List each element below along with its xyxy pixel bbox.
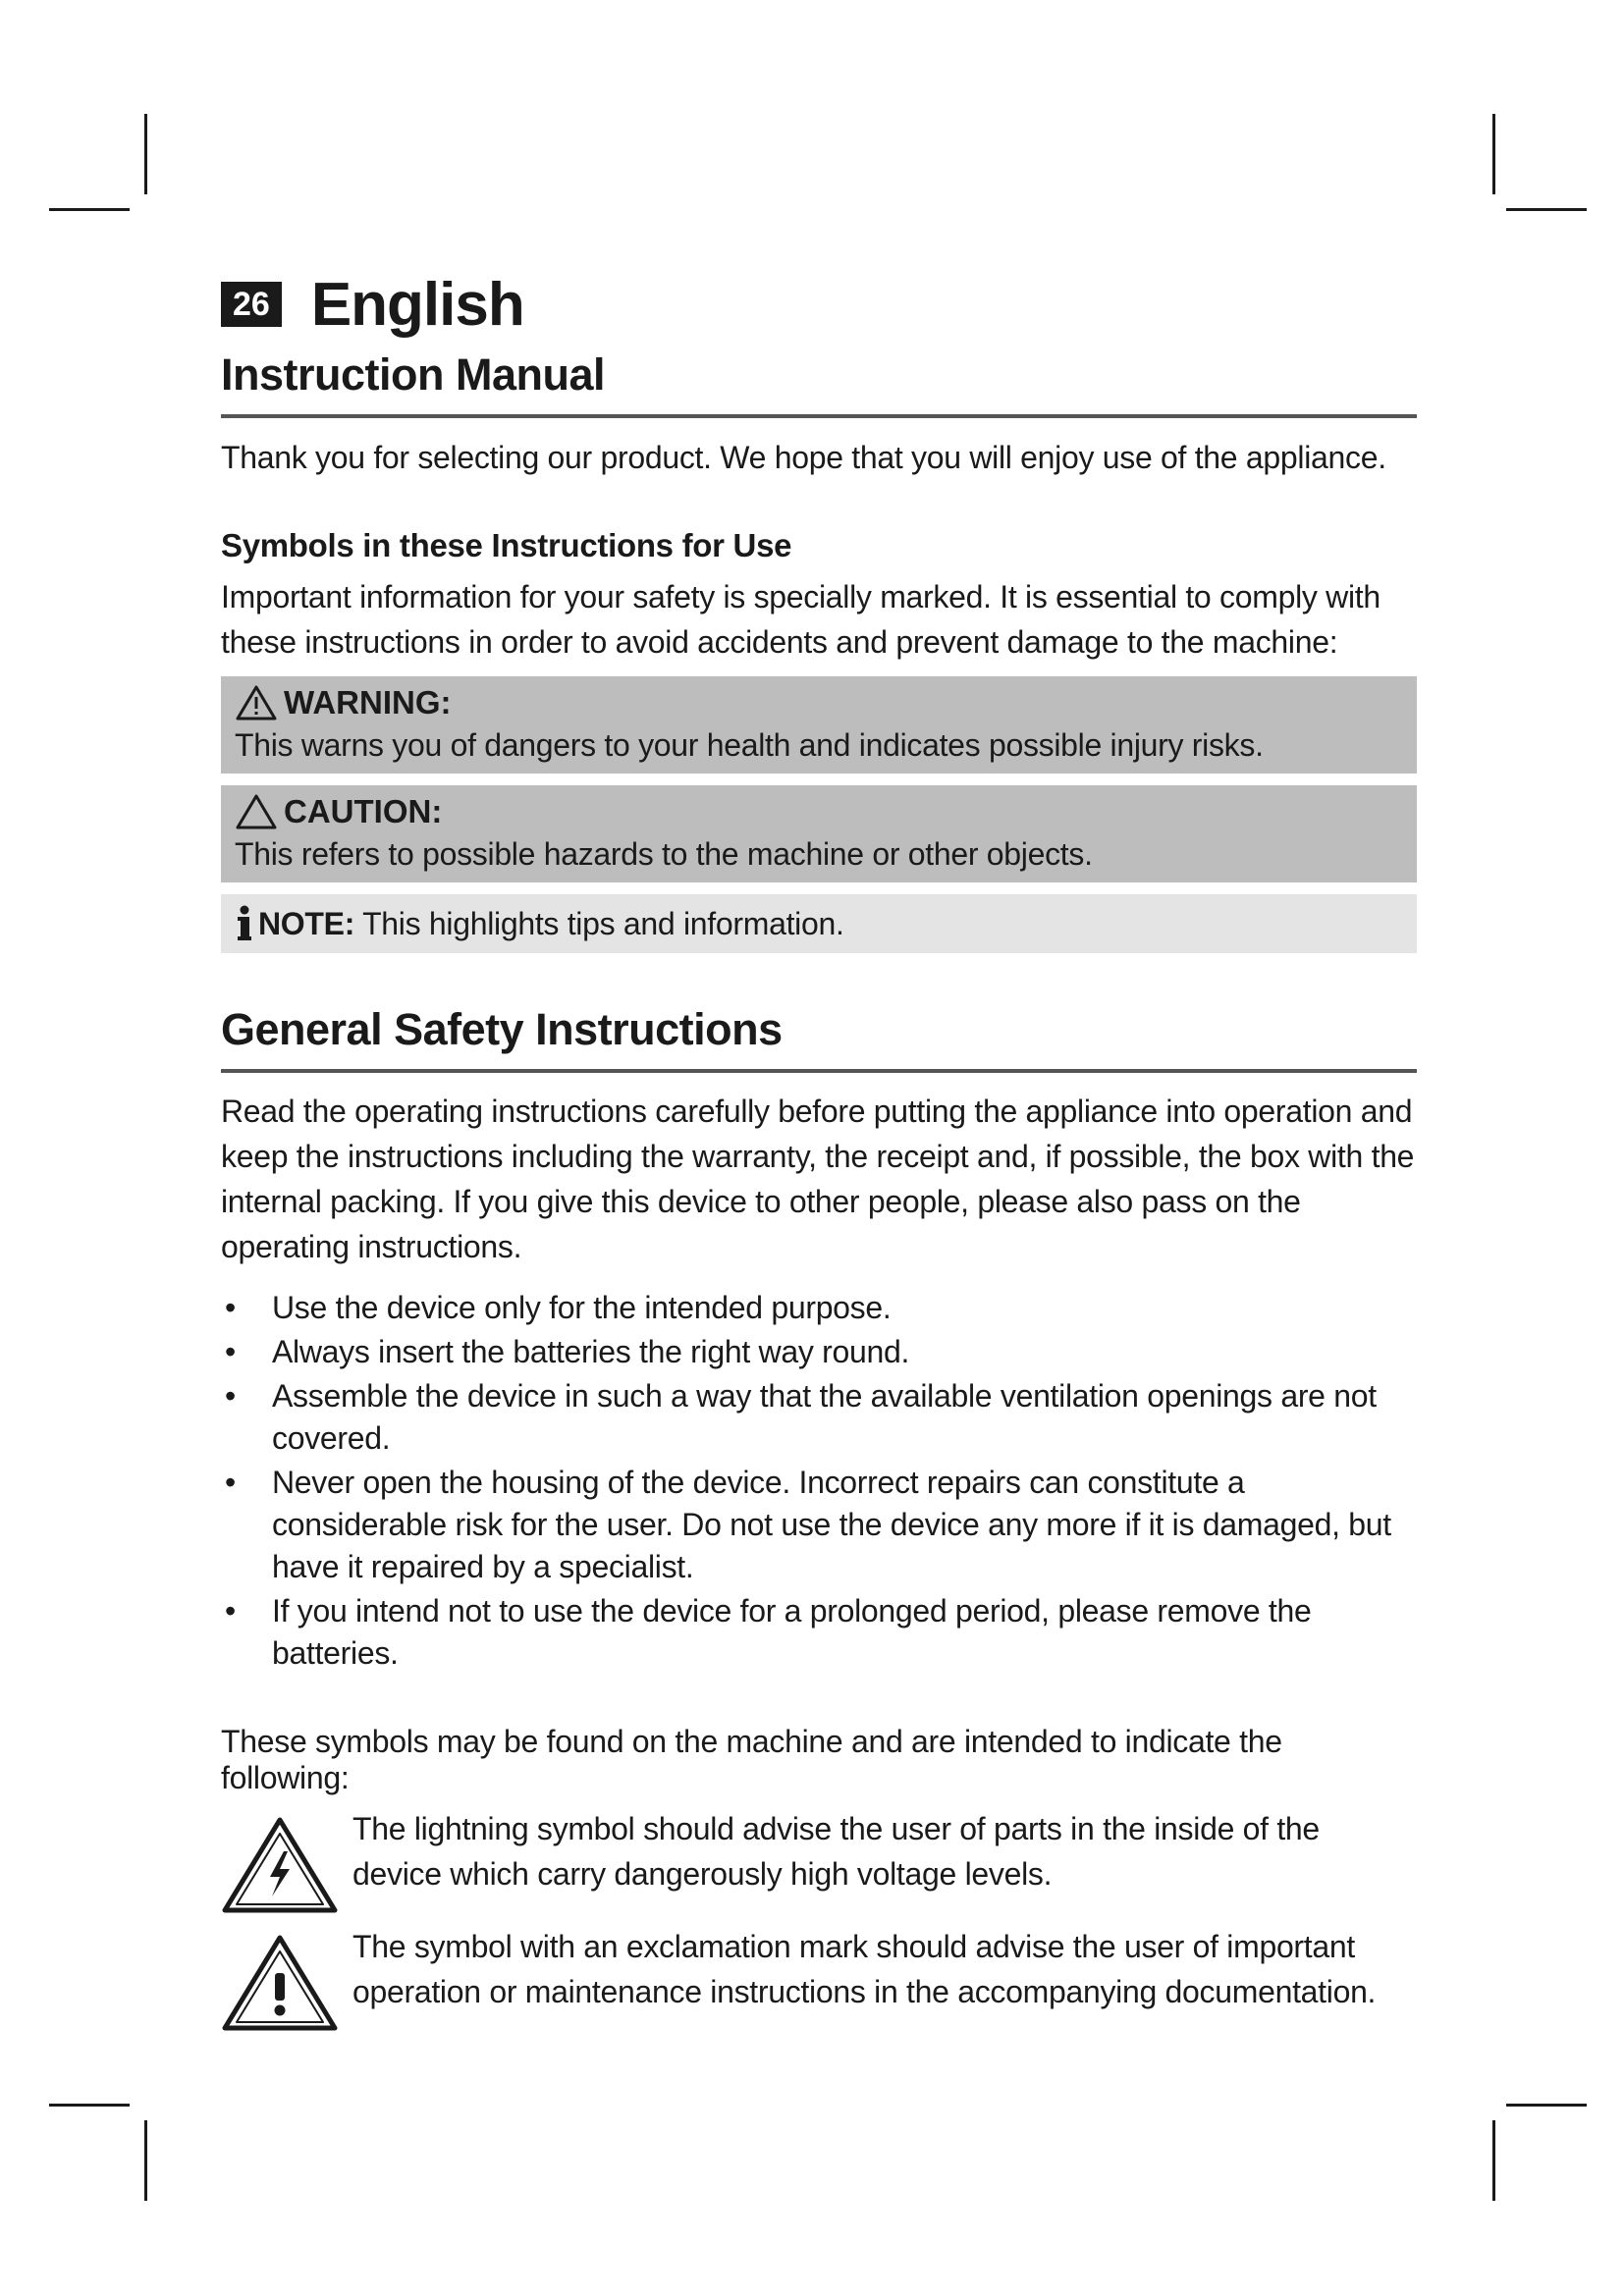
warning-box (221, 676, 1417, 774)
page-header (221, 265, 1417, 344)
crop-mark (49, 208, 130, 211)
caution-label: CAUTION: (284, 793, 443, 829)
exclamation-symbol-row (221, 1924, 1417, 2032)
caution-title (235, 793, 1403, 830)
list-item: • Assemble the device in such a way that the available ventilation openings are not covered. (221, 1375, 1417, 1460)
title-divider (221, 414, 1417, 418)
lightning-symbol-text: The lightning symbol should advise the user of parts in the inside of the device which carry dangerously high voltage levels. (352, 1811, 1320, 1892)
list-item: • Always insert the batteries the right way round. (221, 1331, 1417, 1373)
symbols-heading: Symbols in these Instructions for Use (221, 527, 792, 563)
crop-mark (1506, 2104, 1587, 2107)
note-line (235, 904, 1403, 943)
general-safety-paragraph: Read the operating instructions carefully before putting the appliance into operation and keep the instructions including the warranty, the receipt and, if possible, the box with the internal packing. If you give this device to other people, please also pass on the operating instructions. (221, 1094, 1415, 1264)
crop-mark (144, 2120, 147, 2201)
general-safety-title: General Safety Instructions (221, 1004, 783, 1054)
safety-bullet-list (221, 1287, 1417, 1675)
crop-mark (1492, 2120, 1495, 2201)
lightning-symbol-row (221, 1806, 1417, 1914)
bullet-icon: • (225, 1290, 236, 1325)
symbols-text: Important information for your safety is specially marked. It is essential to comply with these instructions in order to avoid accidents and prevent damage to the machine: (221, 579, 1380, 660)
caution-box (221, 785, 1417, 882)
language-title: English (310, 270, 524, 339)
manual-page (221, 265, 1417, 2032)
crop-mark (1492, 114, 1495, 194)
exclamation-warning-icon (221, 1934, 339, 2032)
list-item: • If you intend not to use the device for a prolonged period, please remove the batteries. (221, 1590, 1417, 1675)
crop-mark (144, 114, 147, 194)
warning-triangle-icon (235, 684, 278, 721)
crop-mark (1506, 208, 1587, 211)
section-divider (221, 1069, 1417, 1073)
list-item: • Never open the housing of the device. Incorrect repairs can constitute a considerable risk for the user. Do not use the device any more if it is damaged, but have it repaired by a specialist. (221, 1462, 1417, 1588)
bullet-icon: • (225, 1334, 236, 1369)
note-text: This highlights tips and information. (362, 905, 844, 941)
symbols-intro: These symbols may be found on the machine and are intended to indicate the following: (221, 1724, 1282, 1795)
page-number: 26 (221, 282, 282, 327)
note-box (221, 894, 1417, 953)
warning-text: This warns you of dangers to your health and indicates possible injury risks. (235, 727, 1264, 763)
page-title: Instruction Manual (221, 349, 606, 400)
caution-text: This refers to possible hazards to the machine or other objects. (235, 836, 1093, 872)
warning-title (235, 684, 1403, 721)
warning-label: WARNING: (284, 684, 452, 721)
info-icon (235, 904, 254, 943)
bullet-icon: • (225, 1378, 236, 1414)
exclamation-symbol-text: The symbol with an exclamation mark should advise the user of important operation or maintenance instructions in the accompanying documentation. (352, 1929, 1377, 2009)
note-label: NOTE: (258, 905, 355, 941)
caution-triangle-icon (235, 793, 278, 830)
bullet-icon: • (225, 1465, 236, 1500)
list-item: • Use the device only for the intended purpose. (221, 1287, 1417, 1329)
intro-text: Thank you for selecting our product. We hope that you will enjoy use of the appliance. (221, 440, 1386, 475)
crop-mark (49, 2104, 130, 2107)
lightning-warning-icon (221, 1816, 339, 1914)
bullet-icon: • (225, 1593, 236, 1629)
